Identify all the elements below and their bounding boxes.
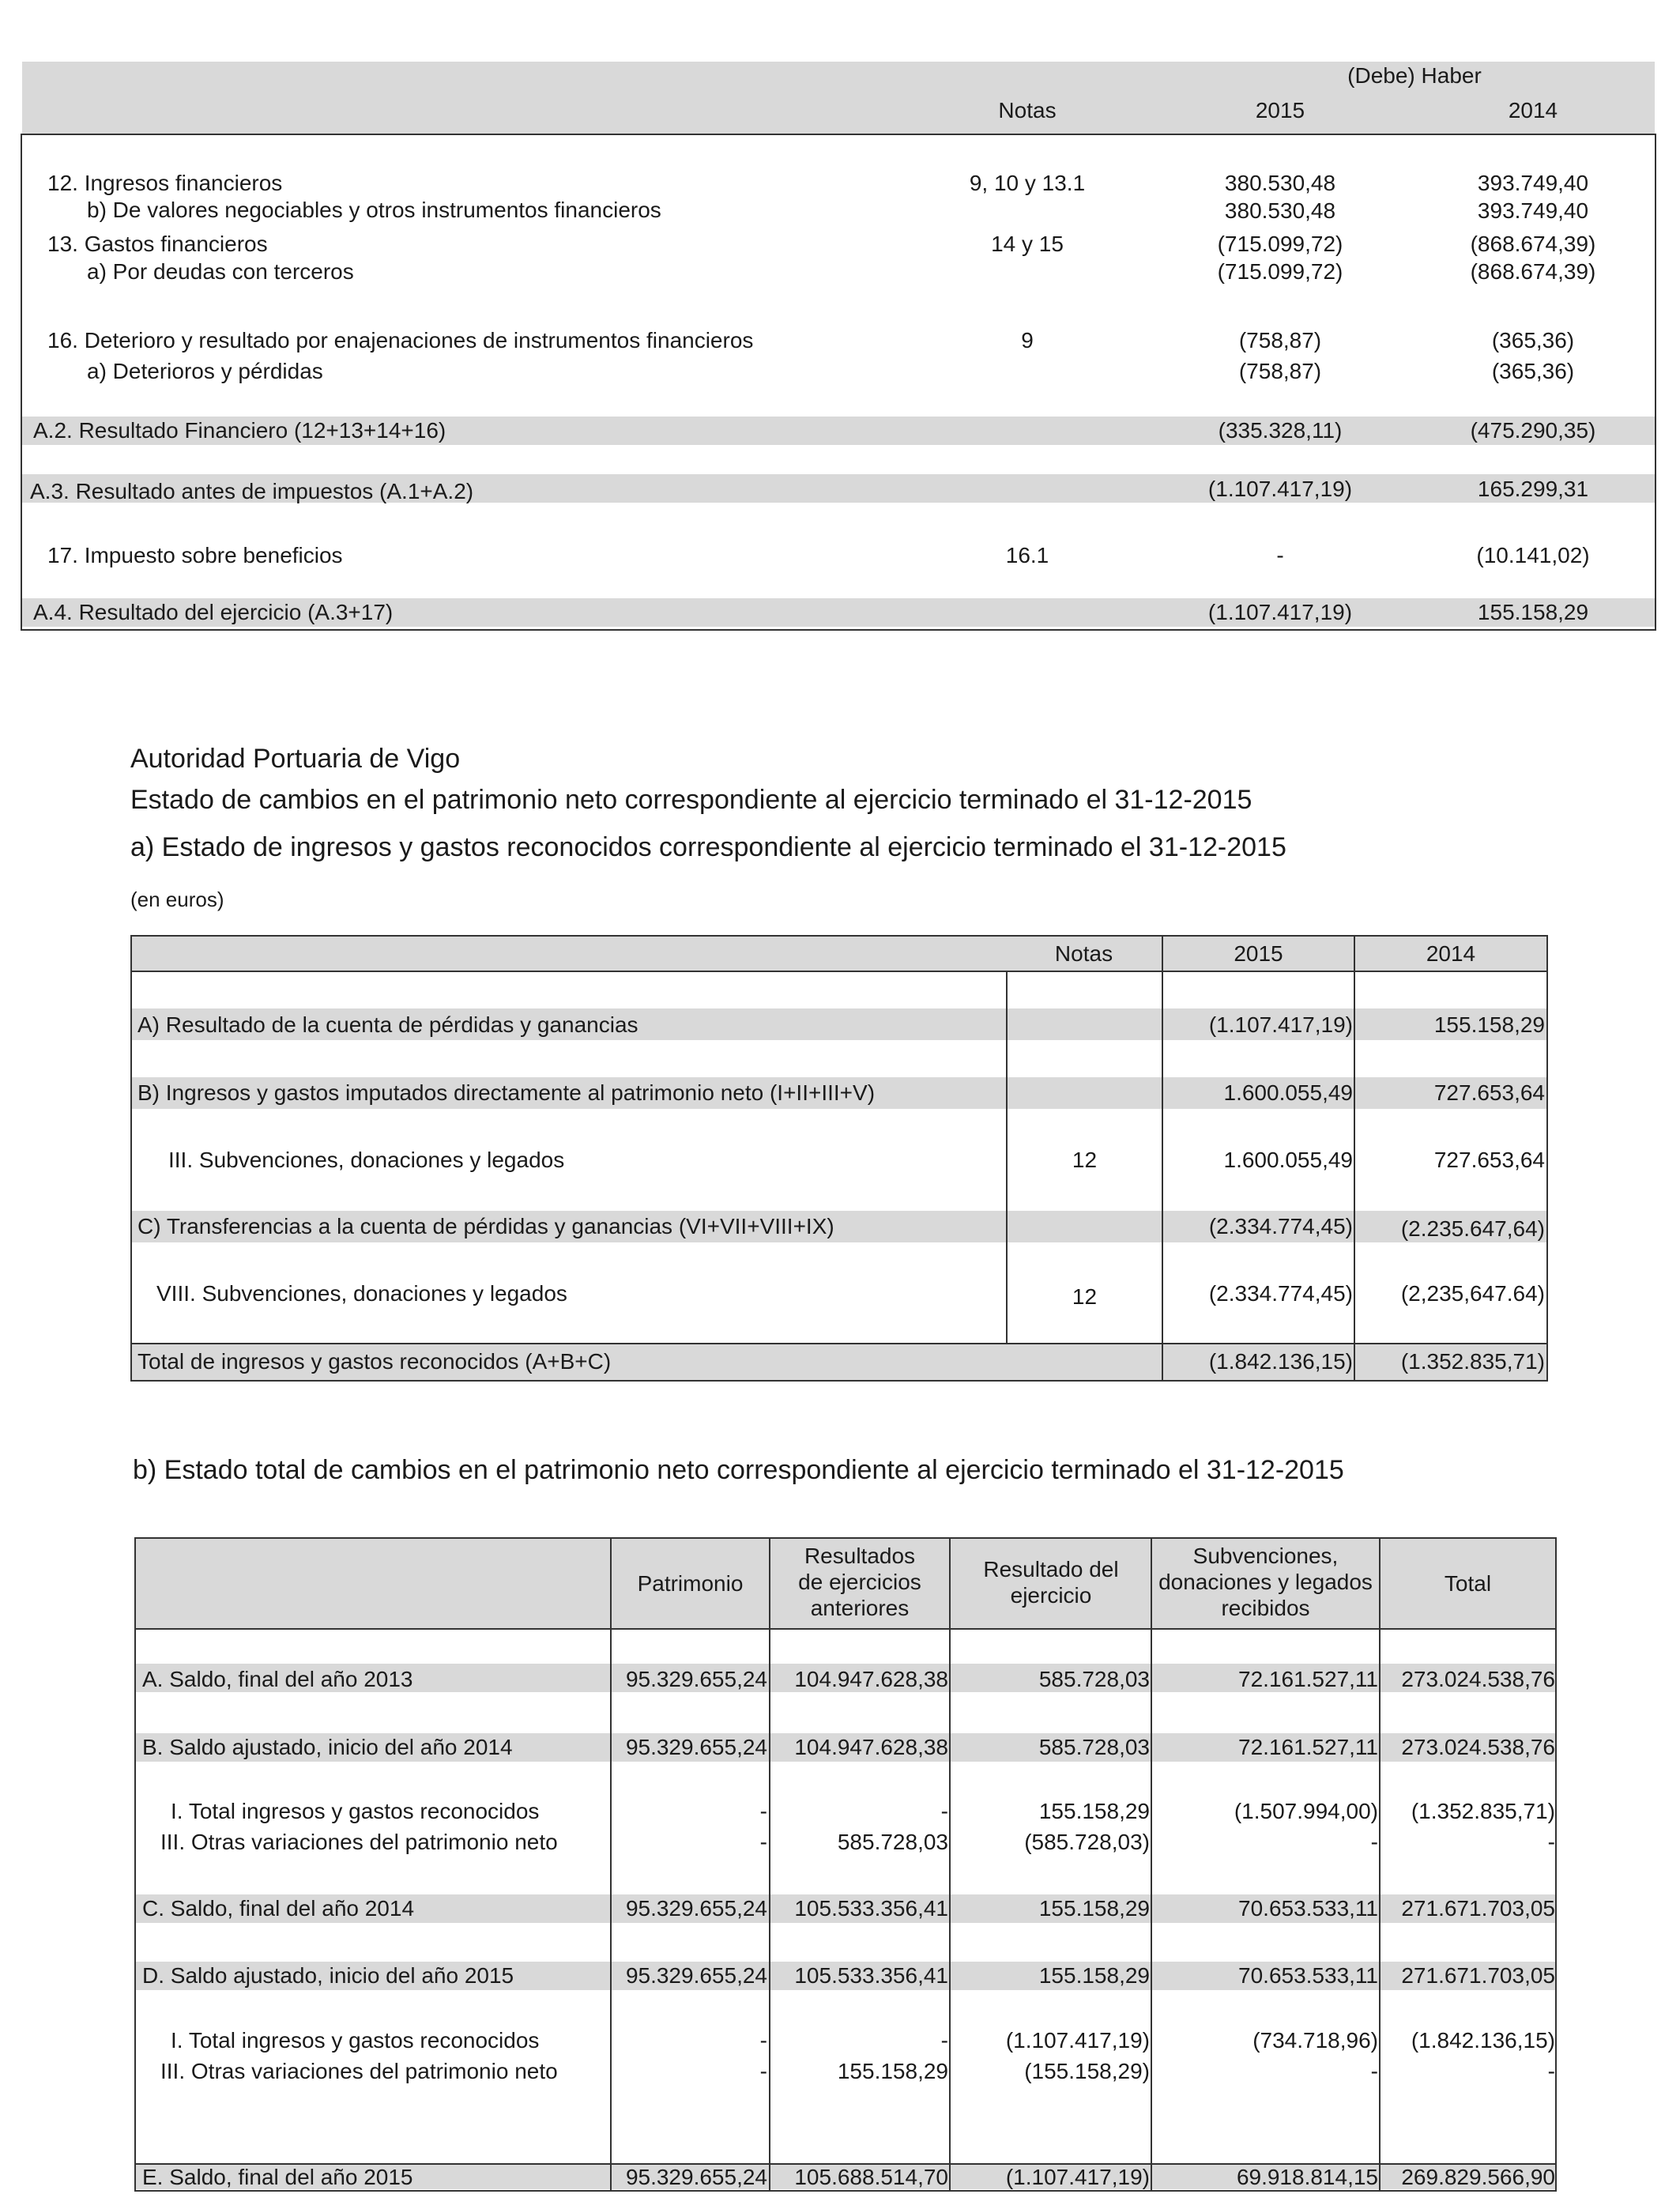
header-debe-haber: (Debe) Haber [1347, 63, 1482, 88]
cell-resultados-anteriores: 155.158,29 [837, 2059, 948, 2083]
row-2014: 727.653,64 [1433, 1148, 1545, 1172]
cell-resultado-ejercicio: (585.728,03) [1024, 1830, 1150, 1854]
cell-patrimonio: 95.329.655,24 [625, 1963, 767, 1988]
cell-subvenciones: 72.161.527,11 [1238, 1735, 1378, 1759]
cell-total: 271.671.703,05 [1401, 1963, 1555, 1988]
table-divider [21, 134, 1656, 135]
row-label: b) De valores negociables y otros instrumentos financieros [87, 198, 661, 222]
cell-subvenciones: 70.653.533,11 [1238, 1963, 1378, 1988]
cell-total: 271.671.703,05 [1401, 1896, 1555, 1921]
cell-total: (1.842.136,15) [1411, 2028, 1555, 2053]
header-resultado-ejercicio: Resultado del ejercicio [983, 1557, 1119, 1608]
cell-resultados-anteriores: 105.533.356,41 [794, 1963, 948, 1988]
col-divider [949, 1537, 951, 2192]
col-divider [610, 1537, 612, 2192]
row-2015: (1.107.417,19) [1208, 1012, 1353, 1037]
row-2015: (1.842.136,15) [1208, 1349, 1353, 1374]
header-patrimonio: Patrimonio [637, 1571, 744, 1596]
cell-resultado-ejercicio: 155.158,29 [1038, 1799, 1150, 1823]
cell-patrimonio: - [759, 1830, 767, 1854]
cell-resultados-anteriores: - [940, 2028, 948, 2053]
cell-total: (1.352.835,71) [1411, 1799, 1555, 1823]
row-notas: 12 [1072, 1284, 1098, 1309]
total-divider [130, 1343, 1548, 1344]
cell-resultados-anteriores: 105.688.514,70 [794, 2165, 948, 2189]
cell-resultado-ejercicio: 585.728,03 [1038, 1667, 1150, 1691]
main-title: Estado de cambios en el patrimonio neto correspondiente al ejercicio terminado el 31-12-2015 [130, 785, 1252, 815]
row-2014: 727.653,64 [1433, 1080, 1545, 1105]
row-label: C) Transferencias a la cuenta de pérdidas y ganancias (VI+VII+VIII+IX) [137, 1214, 834, 1238]
row-2015: (715.099,72) [1217, 232, 1343, 256]
row-label: VIII. Subvenciones, donaciones y legados [156, 1281, 567, 1306]
row-2014: 155.158,29 [1477, 600, 1589, 624]
row-2014: (1.352.835,71) [1400, 1349, 1545, 1374]
row-2015: 380.530,48 [1224, 198, 1336, 223]
cell-resultado-ejercicio: 155.158,29 [1038, 1896, 1150, 1921]
row-label: a) Deterioros y pérdidas [87, 359, 323, 383]
section-a-title: a) Estado de ingresos y gastos reconocidos correspondiente al ejercicio terminado el 31-12-2015 [130, 832, 1286, 862]
row-label: A) Resultado de la cuenta de pérdidas y ganancias [137, 1012, 638, 1037]
row-label: B. Saldo ajustado, inicio del año 2014 [142, 1735, 513, 1759]
row-label: B) Ingresos y gastos imputados directamente al patrimonio neto (I+II+III+V) [137, 1080, 876, 1105]
row-label: A. Saldo, final del año 2013 [142, 1667, 413, 1691]
row-2015: 380.530,48 [1224, 171, 1336, 195]
row-2015: (1.107.417,19) [1207, 477, 1353, 501]
header-2015: 2015 [1234, 941, 1283, 966]
row-label: 16. Deterioro y resultado por enajenaciones de instrumentos financieros [47, 328, 754, 352]
row-2014: (868.674,39) [1470, 259, 1596, 284]
row-notas: 12 [1072, 1148, 1098, 1172]
table-frame [134, 1537, 1557, 2192]
row-2015: (758,87) [1238, 328, 1322, 352]
row-label: I. Total ingresos y gastos reconocidos [171, 2028, 540, 2053]
row-2014: (10.141,02) [1476, 543, 1590, 567]
cell-subvenciones: 69.918.814,15 [1236, 2165, 1378, 2189]
row-label: III. Subvenciones, donaciones y legados [168, 1148, 565, 1172]
cell-subvenciones: - [1370, 2059, 1378, 2083]
row-2015: - [1276, 543, 1284, 567]
header-2014: 2014 [1426, 941, 1476, 966]
row-2015: (1.107.417,19) [1207, 600, 1353, 624]
cell-total: 269.829.566,90 [1401, 2165, 1555, 2189]
cell-resultado-ejercicio: 155.158,29 [1038, 1963, 1150, 1988]
header-subvenciones: Subvenciones, donaciones y legados recibidos [1158, 1544, 1373, 1620]
row-2014: (475.290,35) [1470, 418, 1596, 443]
section-b-title: b) Estado total de cambios en el patrimonio neto correspondiente al ejercicio terminado el 31-12-2015 [133, 1455, 1344, 1485]
cell-resultados-anteriores: 585.728,03 [837, 1830, 948, 1854]
org-name: Autoridad Portuaria de Vigo [130, 744, 461, 774]
cell-patrimonio: 95.329.655,24 [625, 1735, 767, 1759]
row-label: A.3. Resultado antes de impuestos (A.1+A.2) [30, 479, 474, 503]
cell-total: - [1547, 2059, 1555, 2083]
cell-subvenciones: (734.718,96) [1252, 2028, 1378, 2053]
header-divider [134, 1628, 1557, 1630]
row-label: a) Por deudas con terceros [87, 259, 354, 284]
header-total: Total [1444, 1571, 1492, 1596]
row-label: I. Total ingresos y gastos reconocidos [171, 1799, 540, 1823]
col-divider [1151, 1537, 1152, 2192]
row-2015: (715.099,72) [1217, 259, 1343, 284]
units-note: (en euros) [130, 888, 224, 911]
row-label: D. Saldo ajustado, inicio del año 2015 [142, 1963, 514, 1988]
cell-subvenciones: 72.161.527,11 [1238, 1667, 1378, 1691]
cell-patrimonio: 95.329.655,24 [625, 1667, 767, 1691]
row-label: A.4. Resultado del ejercicio (A.3+17) [33, 600, 394, 624]
cell-patrimonio: 95.329.655,24 [625, 1896, 767, 1921]
row-label: III. Otras variaciones del patrimonio neto [160, 2059, 558, 2083]
row-2014: 155.158,29 [1433, 1012, 1545, 1037]
row-2014: (868.674,39) [1470, 232, 1596, 256]
col-divider [769, 1537, 770, 2192]
row-notas: 14 y 15 [991, 232, 1064, 256]
row-notas: 16.1 [1005, 543, 1049, 567]
cell-patrimonio: - [759, 2028, 767, 2053]
row-notas: 9, 10 y 13.1 [969, 171, 1086, 195]
row-2014: (2,235,647.64) [1400, 1281, 1545, 1306]
row-notas: 9 [1021, 328, 1034, 352]
row-label: III. Otras variaciones del patrimonio neto [160, 1830, 558, 1854]
row-label: C. Saldo, final del año 2014 [142, 1896, 415, 1921]
cell-resultado-ejercicio: (1.107.417,19) [1005, 2165, 1150, 2189]
row-2014: (365,36) [1491, 359, 1575, 383]
row-2015: 1.600.055,49 [1223, 1080, 1353, 1105]
header-divider [130, 971, 1548, 972]
cell-patrimonio: - [759, 1799, 767, 1823]
cell-patrimonio: 95.329.655,24 [625, 2165, 767, 2189]
row-label: 13. Gastos financieros [47, 232, 268, 256]
row-label: 12. Ingresos financieros [47, 171, 283, 195]
cell-resultados-anteriores: - [940, 1799, 948, 1823]
cell-total: 273.024.538,76 [1401, 1735, 1555, 1759]
row-2014: 393.749,40 [1477, 198, 1589, 223]
cell-subvenciones: - [1370, 1830, 1378, 1854]
row-label: E. Saldo, final del año 2015 [142, 2165, 413, 2189]
row-2015: (2.334.774,45) [1208, 1214, 1353, 1238]
header-resultados-anteriores: Resultados de ejercicios anteriores [798, 1544, 921, 1620]
col-divider [1379, 1537, 1381, 2192]
row-label: A.2. Resultado Financiero (12+13+14+16) [33, 418, 446, 443]
cell-patrimonio: - [759, 2059, 767, 2083]
row-2015: (335.328,11) [1218, 418, 1343, 443]
cell-resultado-ejercicio: (155.158,29) [1024, 2059, 1150, 2083]
header-2015: 2015 [1255, 98, 1305, 123]
row-2015: (758,87) [1238, 359, 1322, 383]
cell-total: 273.024.538,76 [1401, 1667, 1555, 1691]
row-2014: (365,36) [1491, 328, 1575, 352]
header-notas: Notas [1054, 941, 1113, 966]
row-label: 17. Impuesto sobre beneficios [47, 543, 343, 567]
header-notas: Notas [998, 98, 1057, 123]
row-2014: (2.235.647,64) [1400, 1216, 1545, 1241]
cell-subvenciones: 70.653.533,11 [1238, 1896, 1378, 1921]
cell-resultados-anteriores: 104.947.628,38 [794, 1735, 948, 1759]
cell-resultado-ejercicio: (1.107.417,19) [1005, 2028, 1150, 2053]
header-2014: 2014 [1508, 98, 1558, 123]
row-2015: (2.334.774,45) [1208, 1281, 1353, 1306]
row-label: Total de ingresos y gastos reconocidos (A+B+C) [137, 1349, 612, 1374]
cell-resultado-ejercicio: 585.728,03 [1038, 1735, 1150, 1759]
cell-resultados-anteriores: 105.533.356,41 [794, 1896, 948, 1921]
row-2014: 393.749,40 [1477, 171, 1589, 195]
cell-resultados-anteriores: 104.947.628,38 [794, 1667, 948, 1691]
row-2015: 1.600.055,49 [1223, 1148, 1353, 1172]
cell-subvenciones: (1.507.994,00) [1234, 1799, 1378, 1823]
cell-total: - [1547, 1830, 1555, 1854]
row-2014: 165.299,31 [1477, 477, 1589, 501]
